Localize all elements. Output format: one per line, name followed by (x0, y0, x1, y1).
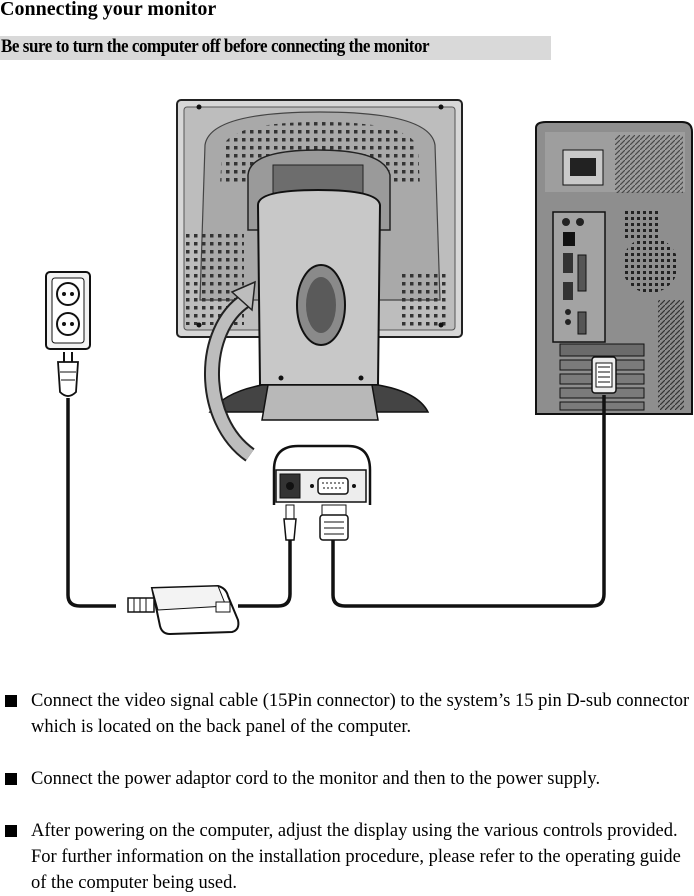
bullet-icon (5, 825, 17, 837)
power-plug (58, 352, 78, 396)
power-adaptor (128, 586, 238, 634)
monitor-input-panel (274, 446, 370, 540)
warning-text: Be sure to turn the computer off before connecting the monitor (1, 37, 430, 57)
wall-outlet (46, 272, 90, 349)
warning-banner (0, 36, 551, 60)
step-text: After powering on the computer, adjust the display using the various controls provided. For further information on the installation procedure, please refer to the operating guide of the computer being used. (31, 821, 681, 893)
vga-connector (592, 357, 616, 393)
step-text: Connect the video signal cable (15Pin connector) to the system’s 15 pin D-sub connector which is located on the back panel of the computer. (31, 691, 690, 737)
page-title: Connecting your monitor (0, 0, 217, 20)
connection-illustration (0, 90, 694, 650)
bullet-icon (5, 773, 17, 785)
bullet-icon (5, 695, 17, 707)
step-text: Connect the power adaptor cord to the monitor and then to the power supply. (31, 769, 601, 789)
